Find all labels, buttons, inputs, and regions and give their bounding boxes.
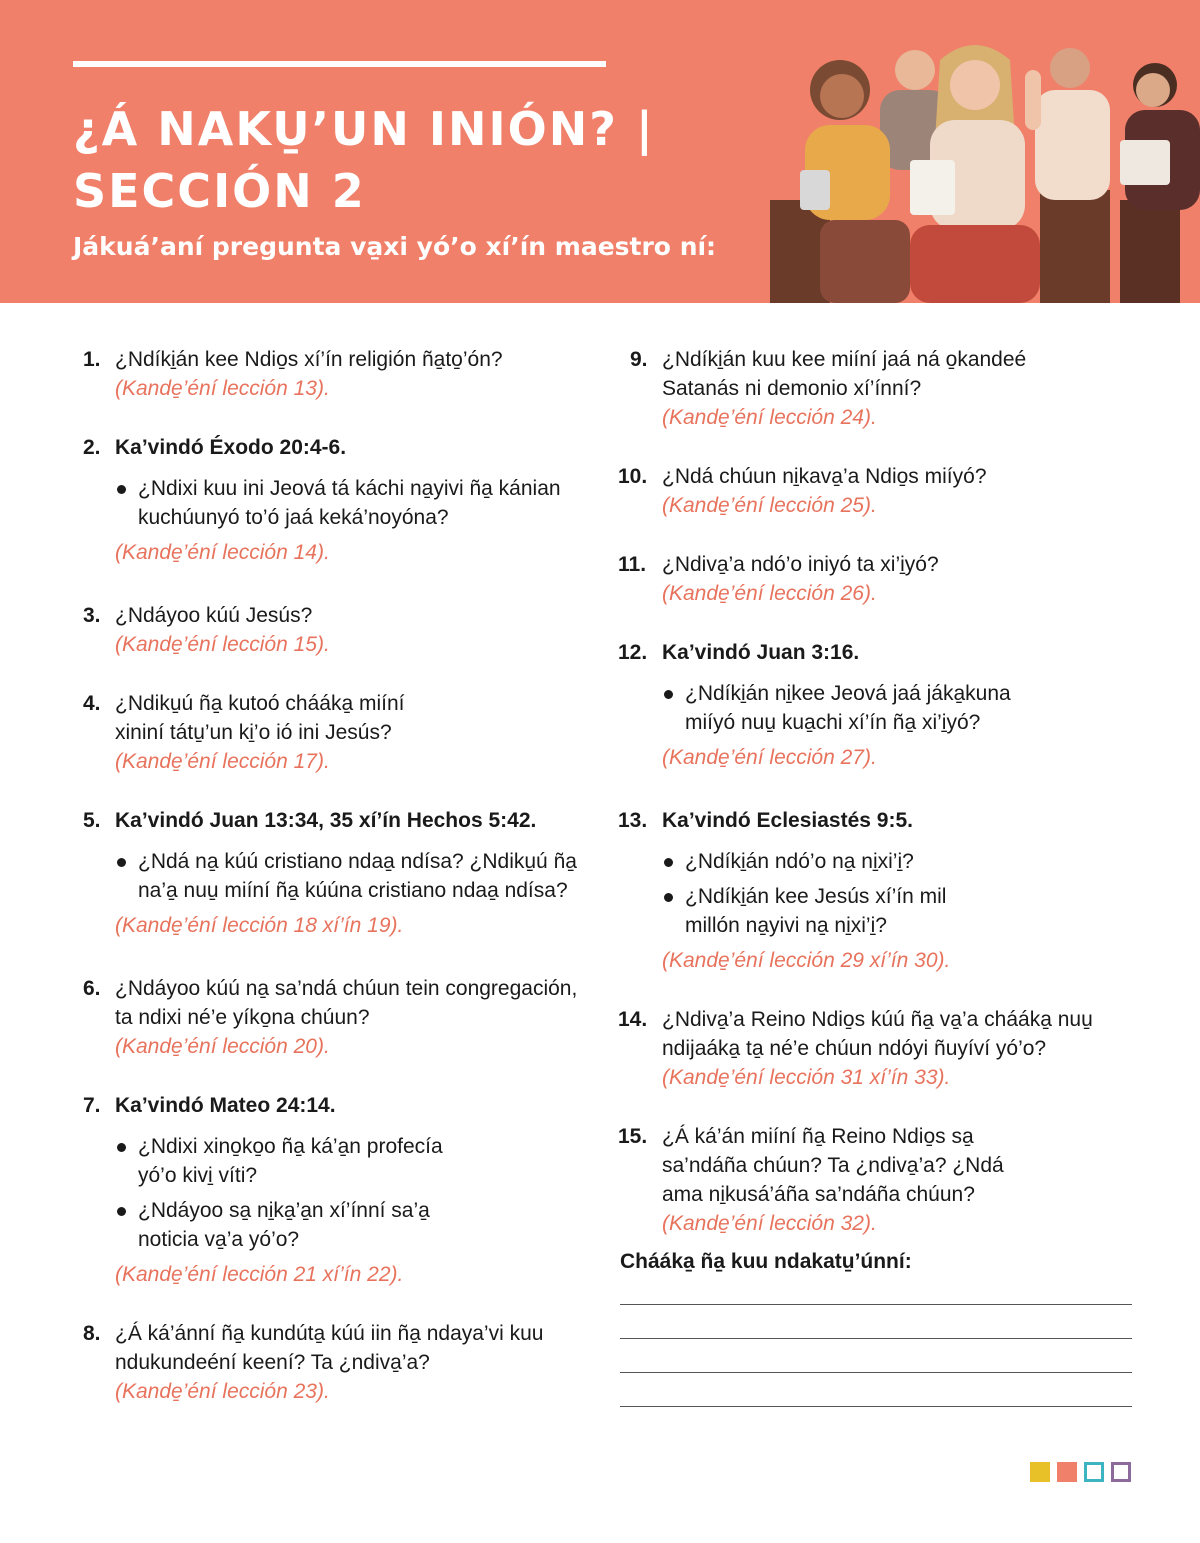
question-number: 4.: [83, 692, 101, 715]
note-line: [620, 1304, 1132, 1305]
lesson-reference: (Kande̱’éní lección 25).: [662, 494, 877, 517]
bullet-list: [115, 1132, 583, 1254]
seated-audience-illustration: [760, 30, 1200, 303]
question-8: [83, 1319, 583, 1406]
notes-label: Chááka̱ ña̱ kuu ndakatu̱’únní:: [620, 1250, 912, 1273]
lesson-reference: (Kande̱’éní lección 27).: [662, 746, 877, 769]
bullet-item: ¿Ndíki̱án kee Jesús xí’ín mil millón na̱yivi na̱ ni̱xi’i̱?: [662, 882, 952, 940]
bullet-item: ¿Ndíki̱án ni̱kee Jeová jaá jáka̱kuna miíyó nuu̱ kua̱chi xí’ín ña̱ xi’i̱yó?: [662, 679, 1042, 737]
lesson-reference: (Kande̱’éní lección 29 xí’ín 30).: [662, 949, 951, 972]
square-outline-teal: [1084, 1462, 1104, 1482]
question-4: [83, 689, 583, 776]
question-11: [618, 550, 1138, 608]
page-subtitle: Jákuá’aní pregunta va̱xi yó’o xí’ín maestro ní:: [73, 232, 717, 261]
header-banner: [0, 0, 1200, 303]
question-15: [618, 1122, 1138, 1238]
question-text: ¿Ndíki̱án kuu kee miíní jaá ná o̱kandeé Satanás ni demonio xí’ínní?: [662, 348, 1027, 400]
reading-instruction: Ka’vindó Éxodo 20:4-6.: [115, 436, 347, 459]
lesson-reference: (Kande̱’éní lección 31 xí’ín 33).: [662, 1066, 951, 1089]
reading-instruction: Ka’vindó Mateo 24:14.: [115, 1094, 336, 1117]
question-number: 13.: [618, 809, 648, 832]
lesson-reference: (Kande̱’éní lección 20).: [115, 1035, 330, 1058]
progress-squares: [1030, 1462, 1131, 1482]
bullet-item: ¿Ndixi kuu ini Jeová tá káchi na̱yivi ña̱ kánian kuchúunyó to’ó jaá keká’noyóna?: [115, 474, 583, 532]
question-text: ¿Ndiva̱’a Reino Ndio̱s kúú ña̱ va̱’a chááka̱ nuu̱ ndijaáka̱ ta̱ né’e chúun ndóyi ñuyíví yó’o?: [662, 1008, 1093, 1060]
bullet-item: ¿Ndíki̱án ndó’o na̱ ni̱xi’i̱?: [662, 847, 1138, 876]
question-number: 11.: [618, 553, 647, 576]
question-6: [83, 974, 583, 1061]
note-line: [620, 1372, 1132, 1373]
bullet-list: [662, 847, 1138, 940]
questions-right-column: [618, 345, 1138, 1238]
square-filled-yellow: [1030, 1462, 1050, 1482]
lesson-reference: (Kande̱’éní lección 23).: [115, 1380, 330, 1403]
question-number: 7.: [83, 1094, 101, 1117]
reading-instruction: Ka’vindó Juan 3:16.: [662, 641, 860, 664]
question-5: [83, 806, 583, 940]
question-3: [83, 601, 583, 659]
lesson-reference: (Kande̱’éní lección 26).: [662, 582, 877, 605]
question-10: [618, 462, 1138, 520]
lesson-reference: (Kande̱’éní lección 21 xí’ín 22).: [115, 1263, 404, 1286]
question-number: 9.: [630, 348, 648, 371]
header-rule: [73, 61, 606, 67]
question-number: 14.: [618, 1008, 648, 1031]
question-7: [83, 1091, 583, 1289]
question-number: 1.: [83, 348, 101, 371]
lesson-reference: (Kande̱’éní lección 14).: [115, 541, 330, 564]
question-14: [618, 1005, 1138, 1092]
question-text: ¿Ndiva̱’a ndó’o iniyó ta xi’i̱yó?: [662, 553, 939, 576]
note-line: [620, 1338, 1132, 1339]
question-text: ¿Ndíki̱án kee Ndio̱s xí’ín religión ña̱to̱’ón?: [115, 348, 503, 371]
question-text: ¿Ndáyoo kúú Jesús?: [115, 604, 313, 627]
question-number: 5.: [83, 809, 101, 832]
question-1: [83, 345, 583, 403]
lesson-reference: (Kande̱’éní lección 13).: [115, 377, 330, 400]
bullet-list: [115, 847, 583, 905]
question-2: [83, 433, 583, 567]
questions-left-column: [83, 345, 583, 1406]
square-filled-coral: [1057, 1462, 1077, 1482]
question-text: ¿Ndáyoo kúú na̱ sa’ndá chúun tein congregación, ta ndixi né’e yíko̱na chúun?: [115, 977, 578, 1029]
bullet-item: ¿Ndixi xino̱ko̱o ña̱ ká’a̱n profecía yó’o kivi̱ víti?: [115, 1132, 475, 1190]
question-number: 8.: [83, 1322, 101, 1345]
question-text: ¿Ndiku̱ú ña̱ kutoó chááka̱ miíní xininí tátu̱’un ki̱’o ió ini Jesús?: [115, 692, 405, 744]
lesson-reference: (Kande̱’éní lección 32).: [662, 1212, 877, 1235]
lesson-reference: (Kande̱’éní lección 17).: [115, 750, 330, 773]
question-text: ¿Ndá chúun ni̱kava̱’a Ndio̱s miíyó?: [662, 465, 987, 488]
lesson-reference: (Kande̱’éní lección 24).: [662, 406, 877, 429]
question-12: [618, 638, 1138, 772]
bullet-list: [662, 679, 1138, 737]
question-number: 2.: [83, 436, 101, 459]
bullet-list: [115, 474, 583, 532]
reading-instruction: Ka’vindó Eclesiastés 9:5.: [662, 809, 913, 832]
question-number: 10.: [618, 465, 648, 488]
bullet-item: ¿Ndáyoo sa̱ ni̱ka̱’a̱n xí’ínní sa’a̱ noticia va̱’a yó’o?: [115, 1196, 475, 1254]
question-13: [618, 806, 1138, 975]
question-number: 15.: [618, 1125, 648, 1148]
question-number: 12.: [618, 641, 648, 664]
question-9: [618, 345, 1138, 432]
page-title: ¿Á NAKU̱’UN INIÓN? | SECCIÓN 2: [73, 102, 655, 218]
question-text: ¿Á ká’án miíní ña̱ Reino Ndio̱s sa̱ sa’ndáña chúun? Ta ¿ndiva̱’a? ¿Ndá ama ni̱kusá’áña sa’ndáña chúun?: [662, 1125, 1004, 1206]
bullet-item: ¿Ndá na̱ kúú cristiano ndaa̱ ndísa? ¿Ndiku̱ú ña̱ na’a̱ nuu̱ miíní ña̱ kúúna cristiano ndaa̱ ndísa?: [115, 847, 583, 905]
question-number: 6.: [83, 977, 101, 1000]
note-line: [620, 1406, 1132, 1407]
lesson-reference: (Kande̱’éní lección 15).: [115, 633, 330, 656]
reading-instruction: Ka’vindó Juan 13:34, 35 xí’ín Hechos 5:42.: [115, 809, 537, 832]
question-text: ¿Á ká’ánní ña̱ kundúta̱ kúú iin ña̱ ndaya’vi kuu ndukundeéní keení? Ta ¿ndiva̱’a?: [115, 1322, 544, 1374]
question-number: 3.: [83, 604, 101, 627]
lesson-reference: (Kande̱’éní lección 18 xí’ín 19).: [115, 914, 404, 937]
square-outline-purple: [1111, 1462, 1131, 1482]
